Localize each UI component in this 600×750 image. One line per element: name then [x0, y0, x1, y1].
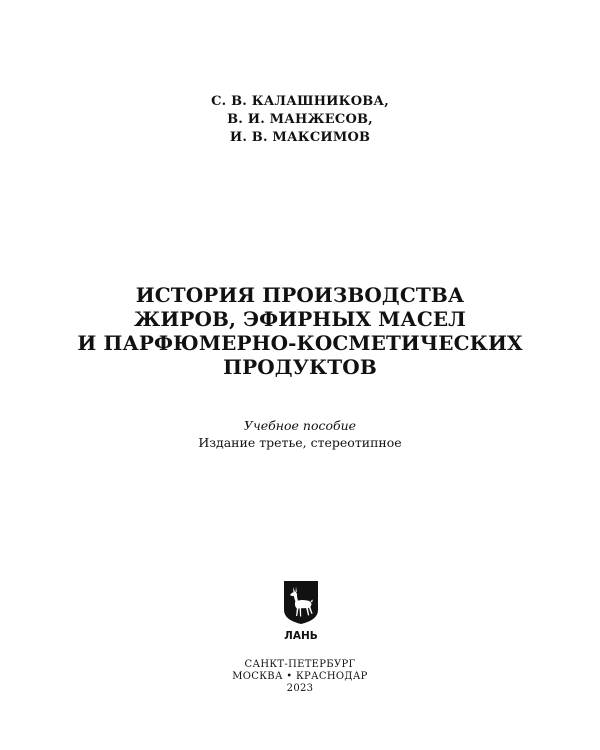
imprint-block: [0, 659, 600, 695]
title-line: ИСТОРИЯ ПРОИЗВОДСТВА: [135, 283, 465, 307]
publisher-logo: [283, 580, 319, 644]
author-name: И. В. МАКСИМОВ: [229, 130, 371, 145]
imprint-city: САНКТ-ПЕТЕРБУРГ: [244, 659, 356, 670]
title-line: И ПАРФЮМЕРНО-КОСМЕТИЧЕСКИХ: [77, 331, 523, 355]
title-line: ЖИРОВ, ЭФИРНЫХ МАСЕЛ: [134, 307, 466, 331]
edition-note: Издание третье, стереотипное: [198, 435, 402, 450]
doe-publisher-logo-icon: [283, 580, 319, 644]
imprint-year: 2023: [286, 683, 314, 694]
imprint-cities: МОСКВА • КРАСНОДАР: [232, 671, 368, 682]
author-name: В. И. МАНЖЕСОВ,: [227, 112, 373, 127]
book-title: [0, 283, 600, 379]
author-name: С. В. КАЛАШНИКОВА,: [211, 94, 389, 109]
book-kind: Учебное пособие: [243, 418, 357, 433]
subtitle-block: [0, 417, 600, 451]
authors-block: [0, 93, 600, 147]
title-line: ПРОДУКТОВ: [223, 355, 377, 379]
publisher-name: ЛАНЬ: [284, 630, 318, 642]
